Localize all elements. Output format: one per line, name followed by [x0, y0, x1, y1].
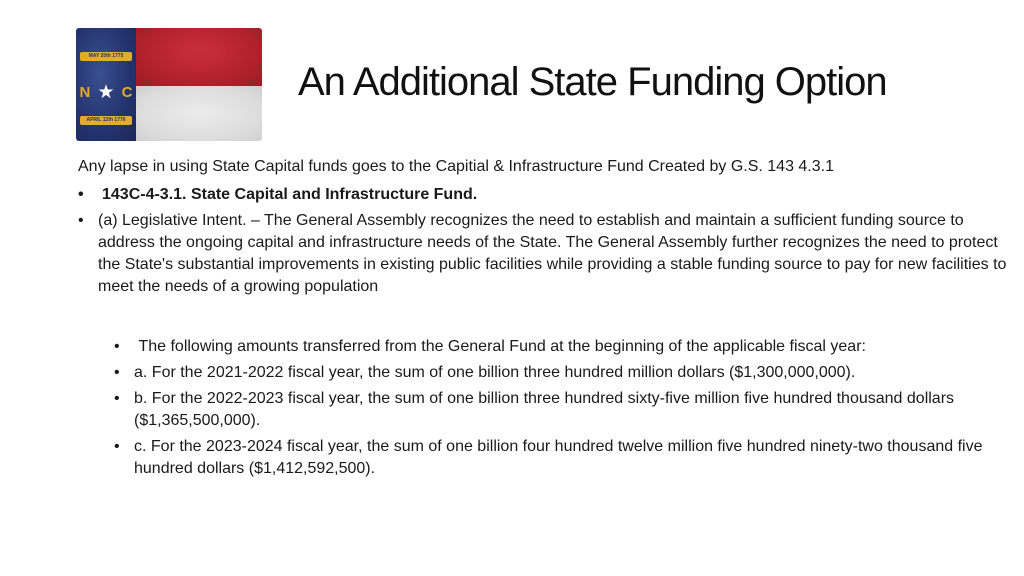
bullet-dot-icon: •	[78, 186, 84, 203]
sub-bullet-fy2023	[114, 436, 994, 480]
sub-bullet-fy2022	[114, 388, 994, 432]
bullet-text: b. For the 2022-2023 fiscal year, the sum of one billion three hundred sixty-five million five hundred thousand dollars ($1,365,500,000).	[134, 390, 955, 429]
flag-white-bar	[136, 86, 262, 141]
bullet-text: The following amounts transferred from the General Fund at the beginning of the applicable fiscal year:	[134, 338, 866, 355]
nc-state-flag-image	[76, 28, 262, 141]
flag-ribbon-top: MAY 20th 1775	[80, 52, 132, 61]
slide-title: An Additional State Funding Option	[298, 60, 887, 104]
intro-text: Any lapse in using State Capital funds goes to the Capitial & Infrastructure Fund Created by G.S. 143 4.3.1	[78, 158, 834, 175]
flag-letter-n: N	[79, 84, 91, 101]
flag-nc-letters	[76, 84, 136, 101]
bullet-text: a. For the 2021-2022 fiscal year, the sum of one billion three hundred million dollars ($1,300,000,000).	[134, 364, 856, 381]
bullet-text: c. For the 2023-2024 fiscal year, the sum of one billion four hundred twelve million five hundred ninety-two thousand five hundred dollars ($1,412,592,500).	[134, 438, 983, 477]
bullet-text: 143C-4-3.1. State Capital and Infrastructure Fund.	[102, 186, 478, 203]
bullet-dot-icon: •	[114, 338, 120, 355]
bullet-dot-icon: •	[78, 212, 84, 229]
bullet-statute-heading	[78, 184, 1008, 206]
bullet-legislative-intent	[78, 210, 1008, 298]
flag-letter-c: C	[121, 84, 133, 101]
bullet-text: (a) Legislative Intent. – The General Assembly recognizes the need to establish and maintain a sufficient funding source to address the ongoing capital and infrastructure needs of the State. The General Assembly further recognizes the need to protect the State's substantial improvements in existing public facilities while providing a stable funding source to pay for new facilities to meet the needs of a growing population	[98, 212, 1007, 295]
sub-bullet-amounts-intro	[114, 336, 994, 358]
star-icon: ★	[97, 82, 115, 103]
flag-red-bar	[136, 28, 262, 86]
bullet-dot-icon: •	[114, 390, 120, 407]
flag-ribbon-bottom: APRIL 12th 1776	[80, 116, 132, 125]
slide-body	[78, 156, 1008, 302]
bullet-dot-icon: •	[114, 364, 120, 381]
sub-bullet-fy2021	[114, 362, 994, 384]
bullet-dot-icon: •	[114, 438, 120, 455]
sub-bullet-list	[114, 336, 994, 484]
